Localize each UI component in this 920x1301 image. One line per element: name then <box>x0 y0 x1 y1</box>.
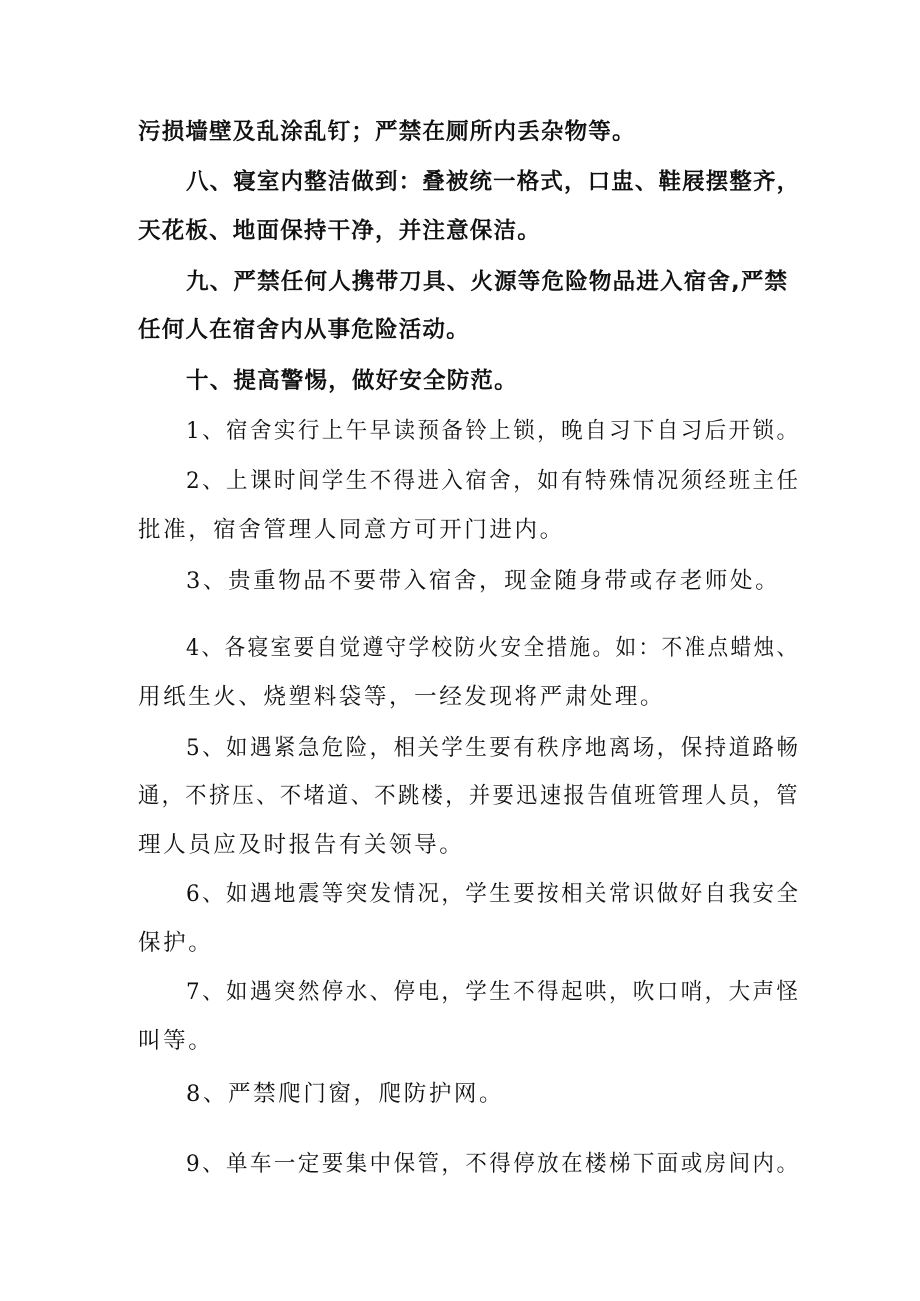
sub-item-2-line-1: 2、上课时间学生不得进入宿舍，如有特殊情况须经班主任 <box>186 468 801 494</box>
sub-item-6-line-1: 6、如遇地震等突发情况，学生要按相关常识做好自我安全 <box>186 881 801 907</box>
item-8-line-1: 八、寝室内整洁做到：叠被统一格式，口盅、鞋屐摆整齐， <box>186 169 801 195</box>
sub-item-3: 3、贵重物品不要带入宿舍，现金随身带或存老师处。 <box>186 568 781 594</box>
sub-item-4-line-1: 4、各寝室要自觉遵守学校防火安全措施。如：不准点蜡烛、 <box>186 635 800 661</box>
item-9-line-1: 九、严禁任何人携带刀具、火源等危险物品进入宿舍,严禁 <box>186 269 789 295</box>
item-8-line-2: 天花板、地面保持干净，并注意保洁。 <box>138 218 541 244</box>
sub-item-5-line-2: 通，不挤压、不堵道、不跳楼，并要迅速报告值班管理人员，管 <box>138 783 800 809</box>
item-10-heading: 十、提高警惕，做好安全防范。 <box>186 368 518 394</box>
sub-item-7-line-1: 7、如遇突然停水、停电，学生不得起哄，吹口哨，大声怪 <box>186 979 801 1005</box>
sub-item-8: 8、严禁爬门窗，爬防护网。 <box>186 1081 505 1107</box>
sub-item-9: 9、单车一定要集中保管，不得停放在楼梯下面或房间内。 <box>186 1151 801 1177</box>
sub-item-5-line-3: 理人员应及时报告有关领导。 <box>138 832 465 858</box>
sub-item-2-line-2: 批准，宿舍管理人同意方可开门进内。 <box>138 517 565 543</box>
sub-item-6-line-2: 保护。 <box>138 930 214 956</box>
sub-item-1: 1、宿舍实行上午早读预备铃上锁，晚自习下自习后开锁。 <box>186 418 801 444</box>
sub-item-4-line-2: 用纸生火、烧塑料袋等，一经发现将严肃处理。 <box>138 684 666 710</box>
text-line-1: 污损墙壁及乱涂乱钉；严禁在厕所内丢杂物等。 <box>138 119 636 145</box>
sub-item-5-line-1: 5、如遇紧急危险，相关学生要有秩序地离场，保持道路畅 <box>186 735 801 761</box>
item-9-line-2: 任何人在宿舍内从事危险活动。 <box>138 317 470 343</box>
sub-item-7-line-2: 叫等。 <box>138 1028 214 1054</box>
